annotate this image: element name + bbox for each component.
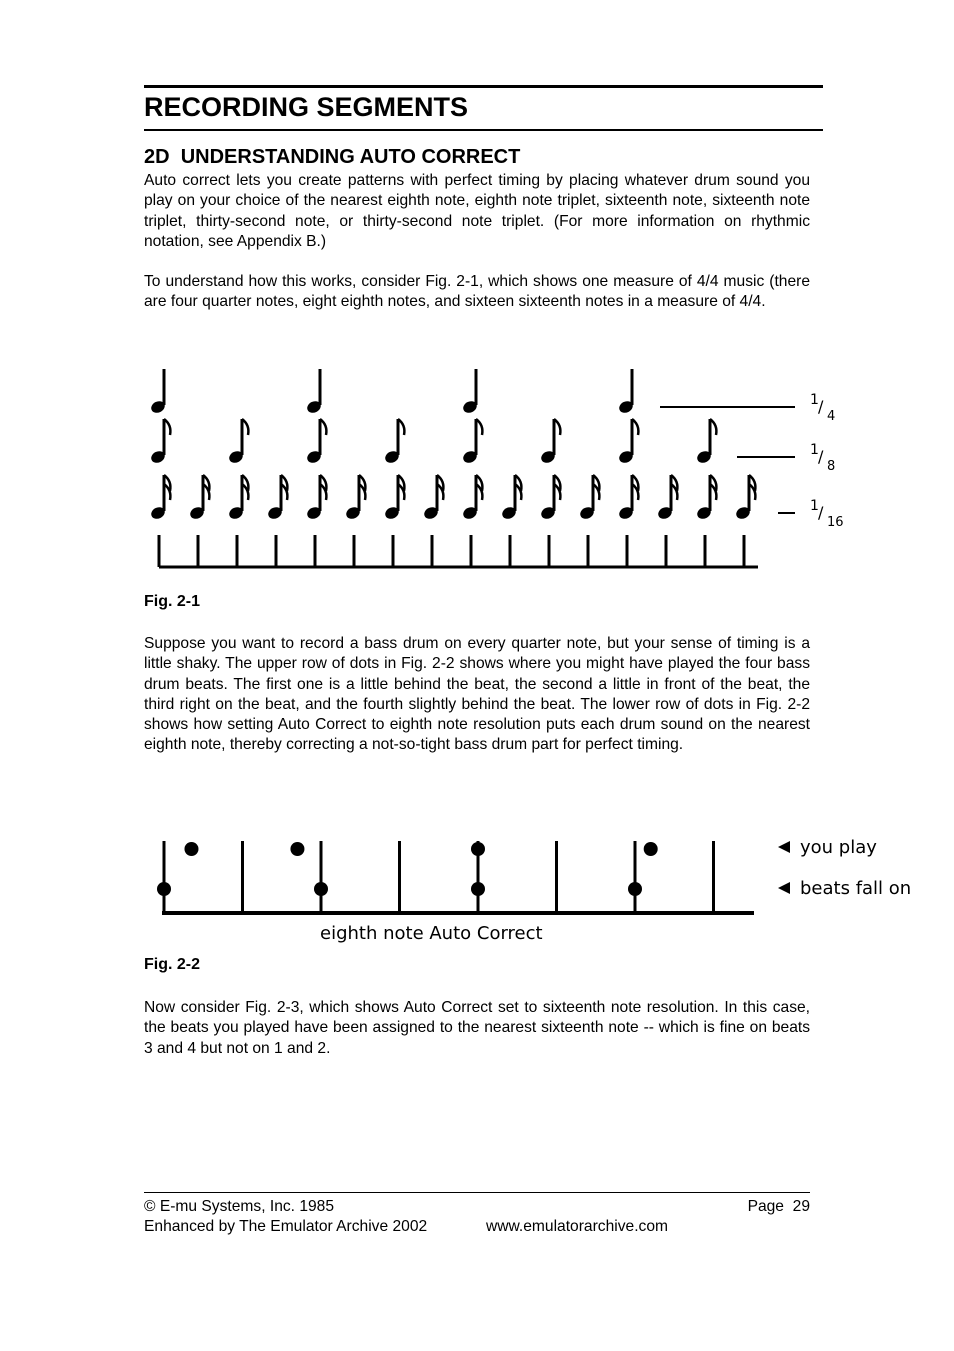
sixteenth-note [344, 475, 365, 521]
svg-text:/: / [818, 447, 824, 466]
sixteenth-note [149, 475, 170, 521]
footer-rule [144, 1192, 810, 1193]
eighth-note [695, 419, 716, 465]
quarter-note-row [149, 369, 634, 415]
svg-text:16: 16 [827, 515, 844, 530]
sixteenth-note [734, 475, 755, 521]
footer-enhanced: Enhanced by The Emulator Archive 2002 [144, 1218, 428, 1235]
eighth-note [227, 419, 248, 465]
sixteenth-note [305, 475, 326, 521]
header-bottom-rule [144, 129, 823, 131]
played-beat-dot [184, 842, 198, 856]
svg-text:/: / [818, 397, 824, 416]
figure-2-1-caption: Fig. 2-1 [144, 593, 201, 610]
subsection-title: UNDERSTANDING AUTO CORRECT [180, 146, 521, 168]
corrected-beat-dot [628, 882, 642, 896]
corrected-beat-dot [157, 882, 171, 896]
header-top-rule [144, 85, 823, 88]
quarter-note [305, 369, 322, 415]
played-beat-dot [644, 842, 658, 856]
footer-website-link[interactable]: www.emulatorarchive.com [486, 1218, 668, 1235]
eighth-note [461, 419, 482, 465]
sixteenth-note-row [149, 475, 755, 521]
beats-fall-on-arrow-icon [778, 882, 790, 894]
figure-2-1-note-values [140, 360, 850, 575]
paragraph-fig1-intro: To understand how this works, consider Fig. 2-1, which shows one measure of 4/4 music (there are four quarter notes, eight eighth notes, and sixteen sixteenth notes in a measure of 4/4. [144, 273, 810, 311]
sixteenth-note [266, 475, 287, 521]
figure-2-2-caption: Fig. 2-2 [144, 956, 201, 973]
eighth-note [539, 419, 560, 465]
footer-page-number: Page 29 [747, 1198, 810, 1215]
played-beat-dot [290, 842, 304, 856]
paragraph-fig2-explanation: Suppose you want to record a bass drum on every quarter note, but your sense of timing is a little shaky. The upper row of dots in Fig. 2-2 shows where you might have played the four bass drum beats. The first one is a little behind the beat, the second a little in front of the beat, the third right on the beat, and the fourth slightly behind the beat. The lower row of dots in Fig. 2-2 shows how setting Auto Correct to eighth note resolution puts each drum sound on the nearest eighth note, thereby correcting a not-so-tight bass drum part for perfect timing. [144, 635, 810, 754]
sixteenth-note [227, 475, 248, 521]
corrected-beat-dot [314, 882, 328, 896]
sixteenth-note [188, 475, 209, 521]
paragraph-fig3-intro: Now consider Fig. 2-3, which shows Auto Correct set to sixteenth note resolution. In this case, the beats you played have been assigned to the nearest sixteenth note -- which is fine on beats 3 and 4 but not on 1 and 2. [144, 999, 810, 1057]
paragraph-intro: Auto correct lets you create patterns with perfect timing by placing whatever drum sound you play on your choice of the nearest eighth note, eighth note triplet, sixteenth note, sixteenth note triplet, thirty-second note, or thirty-second note triplet. (For more information on rhythmic notation, see Appendix B.) [144, 172, 810, 250]
legend-beats-fall-on: beats fall on [800, 878, 912, 899]
svg-text:/: / [818, 503, 824, 522]
subsection-number: 2D [144, 146, 170, 168]
svg-text:1: 1 [810, 498, 819, 514]
eighth-note-row [149, 419, 716, 465]
played-beats-row [184, 842, 657, 856]
eighth-fraction-label [810, 442, 835, 474]
sixteenth-note [422, 475, 443, 521]
eighth-note [305, 419, 326, 465]
axis-caption: eighth note Auto Correct [320, 923, 543, 944]
quarter-fraction-label [810, 392, 835, 424]
sixteenth-note [656, 475, 677, 521]
corrected-beat-dot [471, 882, 485, 896]
eighth-note-grid [162, 841, 754, 913]
legend-you-play: you play [800, 837, 877, 858]
beat-grid [159, 535, 758, 567]
sixteenth-note [461, 475, 482, 521]
svg-text:1: 1 [810, 442, 819, 458]
quarter-note [617, 369, 634, 415]
svg-text:1: 1 [810, 392, 819, 408]
sixteenth-note [578, 475, 599, 521]
you-play-arrow-icon [778, 841, 790, 853]
quarter-note [149, 369, 166, 415]
figure-2-2-auto-correct [150, 825, 940, 950]
eighth-note [383, 419, 404, 465]
sixteenth-note [695, 475, 716, 521]
subsection-heading [144, 145, 520, 169]
quarter-note [461, 369, 478, 415]
footer-copyright: © E-mu Systems, Inc. 1985 [144, 1198, 335, 1215]
sixteenth-note [383, 475, 404, 521]
sixteenth-note [539, 475, 560, 521]
sixteenth-note [617, 475, 638, 521]
played-beat-dot [471, 842, 485, 856]
eighth-note [149, 419, 170, 465]
eighth-note [617, 419, 638, 465]
svg-text:4: 4 [827, 409, 836, 424]
section-title: RECORDING SEGMENTS [144, 92, 469, 122]
svg-text:8: 8 [827, 459, 836, 474]
sixteenth-note [500, 475, 521, 521]
sixteenth-fraction-label [810, 498, 844, 530]
